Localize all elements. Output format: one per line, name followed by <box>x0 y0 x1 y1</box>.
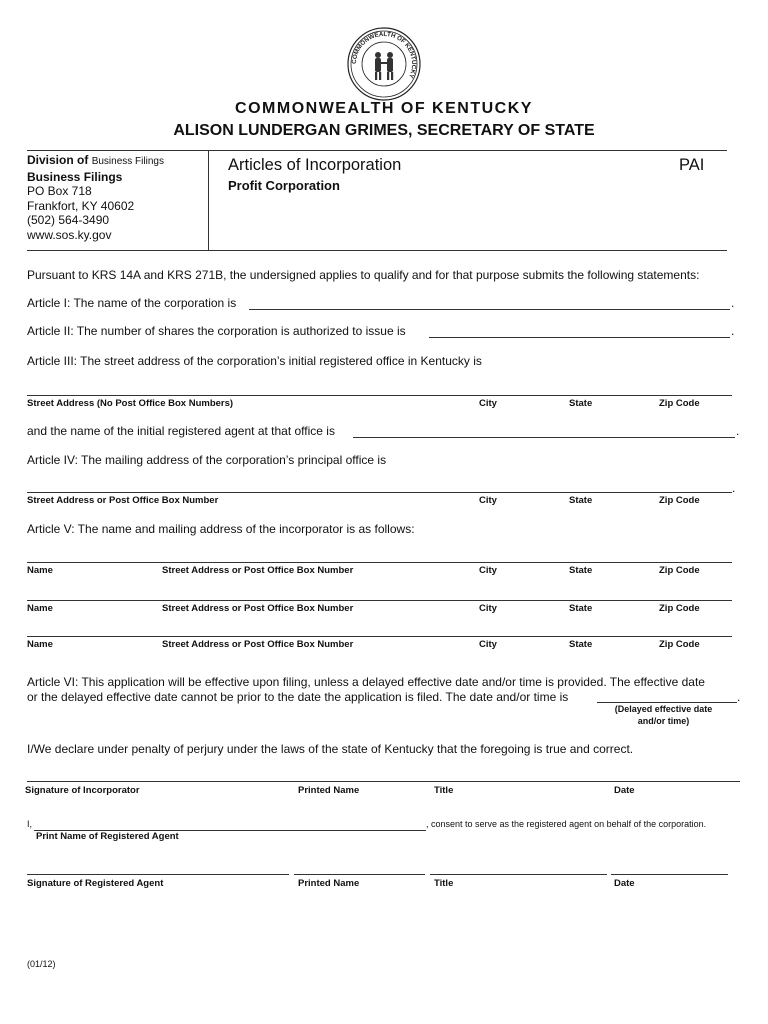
revision-code: (01/12) <box>27 959 56 969</box>
division-prefix: Division of <box>27 153 89 167</box>
article-5-text: Article V: The name and mailing address of the incorporator is as follows: <box>27 522 415 536</box>
delayed-label-2: and/or time) <box>637 716 690 726</box>
agent-date-field[interactable] <box>611 874 728 875</box>
article-4-text: Article IV: The mailing address of the corporation’s principal office is <box>27 453 387 467</box>
label-name: Name <box>27 565 53 576</box>
label-zip: Zip Code <box>659 398 700 409</box>
article-3-text: Article III: The street address of the corporation’s initial registered office in Kentucky is <box>27 354 482 368</box>
office-website: www.sos.ky.gov <box>27 227 112 242</box>
agent-signature-field[interactable] <box>27 874 289 875</box>
label-title: Title <box>434 878 454 889</box>
office-city: Frankfort, KY 40602 <box>27 198 135 213</box>
agent-printed-name-field[interactable] <box>294 874 425 875</box>
label-street: Street Address or Post Office Box Number <box>27 495 219 506</box>
declaration-text: I/We declare under penalty of perjury under the laws of the state of Kentucky that the foregoing is true and correct. <box>27 742 634 756</box>
label-street: Street Address or Post Office Box Number <box>162 603 354 614</box>
label-printed-name: Printed Name <box>298 785 360 796</box>
article-6-text-1: Article VI: This application will be effective upon filing, unless a delayed effective date and/or time is provided. The effective date <box>27 675 705 689</box>
label-zip: Zip Code <box>659 639 700 650</box>
form-code: PAI <box>679 156 705 174</box>
period: . <box>731 296 735 310</box>
incorporator-3-field[interactable] <box>27 636 732 637</box>
division-small: Business Filings <box>91 156 164 167</box>
article-2-text: Article II: The number of shares the corporation is authorized to issue is <box>27 324 406 338</box>
effective-date-field[interactable] <box>597 702 737 703</box>
registered-agent-field[interactable] <box>353 437 735 438</box>
form-subtitle: Profit Corporation <box>228 178 340 193</box>
agent-text: and the name of the initial registered agent at that office is <box>27 424 335 438</box>
agent-title-field[interactable] <box>430 874 607 875</box>
label-date: Date <box>614 878 635 889</box>
label-state: State <box>569 398 593 409</box>
division-name: Business Filings <box>27 169 123 184</box>
principal-office-address-field[interactable] <box>27 492 732 493</box>
registered-office-address-field[interactable] <box>27 395 732 396</box>
label-state: State <box>569 603 593 614</box>
article-6-text-2: or the delayed effective date cannot be prior to the date the application is filed. The date and/or time is <box>27 690 569 704</box>
intro-text: Pursuant to KRS 14A and KRS 271B, the undersigned applies to qualify and for that purpose submits the following statements: <box>27 268 700 282</box>
period: . <box>731 324 735 338</box>
label-city: City <box>479 603 497 614</box>
page-title: COMMONWEALTH OF KENTUCKY <box>235 100 533 117</box>
form-title: Articles of Incorporation <box>228 156 402 174</box>
label-name: Name <box>27 603 53 614</box>
incorporator-signature-field[interactable] <box>27 781 740 782</box>
label-street: Street Address or Post Office Box Number <box>162 565 354 576</box>
corporation-name-field[interactable] <box>249 309 730 310</box>
label-signature-incorporator: Signature of Incorporator <box>25 785 140 796</box>
svg-text:COMMONWEALTH OF KENTUCKY: COMMONWEALTH OF KENTUCKY <box>350 30 418 80</box>
period: . <box>737 690 741 704</box>
label-state: State <box>569 639 593 650</box>
consent-prefix: I, <box>27 819 33 829</box>
po-box: PO Box 718 <box>27 184 92 198</box>
delayed-label-1: (Delayed effective date <box>614 704 713 714</box>
label-date: Date <box>614 785 635 796</box>
label-printed-name: Printed Name <box>298 878 360 889</box>
label-title: Title <box>434 785 454 796</box>
article-1-text: Article I: The name of the corporation is <box>27 296 237 310</box>
divider <box>208 150 209 250</box>
page-subtitle: ALISON LUNDERGAN GRIMES, SECRETARY OF STATE <box>173 122 595 139</box>
label-signature-agent: Signature of Registered Agent <box>27 878 164 889</box>
label-state: State <box>569 565 593 576</box>
incorporator-2-field[interactable] <box>27 600 732 601</box>
label-zip: Zip Code <box>659 495 700 506</box>
divider <box>27 250 727 251</box>
label-street: Street Address (No Post Office Box Numbers) <box>27 398 234 409</box>
label-name: Name <box>27 639 53 650</box>
kentucky-seal <box>347 27 421 101</box>
label-zip: Zip Code <box>659 603 700 614</box>
divider <box>27 150 727 151</box>
shares-field[interactable] <box>429 337 730 338</box>
consent-text: , consent to serve as the registered agent on behalf of the corporation. <box>426 819 707 829</box>
label-city: City <box>479 495 497 506</box>
label-zip: Zip Code <box>659 565 700 576</box>
label-city: City <box>479 565 497 576</box>
label-street: Street Address or Post Office Box Number <box>162 639 354 650</box>
period: . <box>736 424 740 438</box>
label-city: City <box>479 639 497 650</box>
office-address <box>27 153 164 242</box>
label-city: City <box>479 398 497 409</box>
label-print-agent: Print Name of Registered Agent <box>36 831 179 842</box>
office-phone: (502) 564-3490 <box>27 213 110 227</box>
label-state: State <box>569 495 593 506</box>
period: . <box>732 481 736 495</box>
incorporator-1-field[interactable] <box>27 562 732 563</box>
